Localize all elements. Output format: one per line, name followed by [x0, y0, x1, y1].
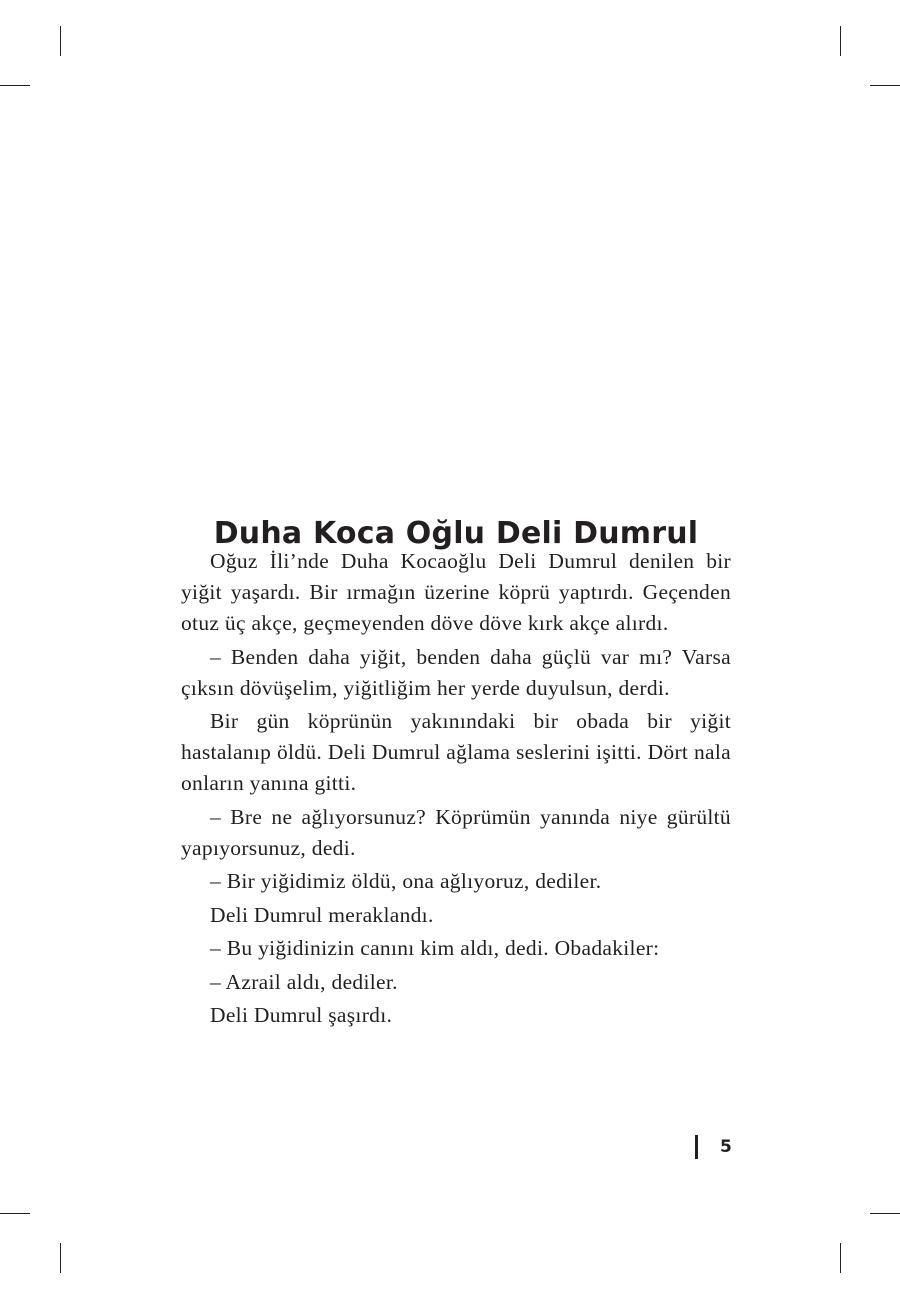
chapter-title: Duha Koca Oğlu Deli Dumrul: [213, 516, 699, 552]
crop-mark-bottom-left-horizontal: [0, 1213, 30, 1214]
page-number: 5: [720, 1137, 732, 1157]
chapter-body: [181, 546, 731, 1034]
paragraph: – Bir yiğidimiz öldü, ona ağlıyoruz, dediler.: [210, 869, 602, 893]
crop-mark-bottom-right-horizontal: [870, 1213, 900, 1214]
crop-mark-top-right-vertical: [840, 26, 841, 56]
paragraph: – Bu yiğidinizin canını kim aldı, dedi. Obadakiler:: [210, 936, 660, 960]
page-number-marker: [695, 1135, 698, 1159]
paragraph: Deli Dumrul şaşırdı.: [210, 1003, 393, 1027]
crop-mark-top-right-horizontal: [870, 85, 900, 86]
paragraph: – Azrail aldı, dediler.: [210, 969, 398, 994]
crop-mark-top-left-vertical: [60, 26, 61, 56]
crop-mark-top-left-horizontal: [0, 85, 30, 86]
crop-mark-bottom-right-vertical: [840, 1243, 841, 1273]
paragraph: – Benden daha yiğit, benden daha güçlü var mı? Varsa çıksın dövüşelim, yiğitliğim her yerde duyulsun, derdi.: [181, 644, 731, 700]
paragraph: Deli Dumrul meraklandı.: [210, 902, 434, 927]
crop-mark-bottom-left-vertical: [60, 1243, 61, 1273]
paragraph: Bir gün köprünün yakınındaki bir obada bir yiğit hastalanıp öldü. Deli Dumrul ağlama seslerini işitti. Dört nala onların yanına gitti.: [181, 709, 731, 795]
paragraph: Oğuz İli’nde Duha Kocaoğlu Deli Dumrul denilen bir yiğit yaşardı. Bir ırmağın üzerine köprü yaptırdı. Geçenden otuz üç akçe, geçmeyenden döve döve kırk akçe alırdı.: [181, 549, 731, 635]
paragraph: – Bre ne ağlıyorsunuz? Köprümün yanında niye gürültü yapıyorsunuz, dedi.: [181, 804, 731, 860]
